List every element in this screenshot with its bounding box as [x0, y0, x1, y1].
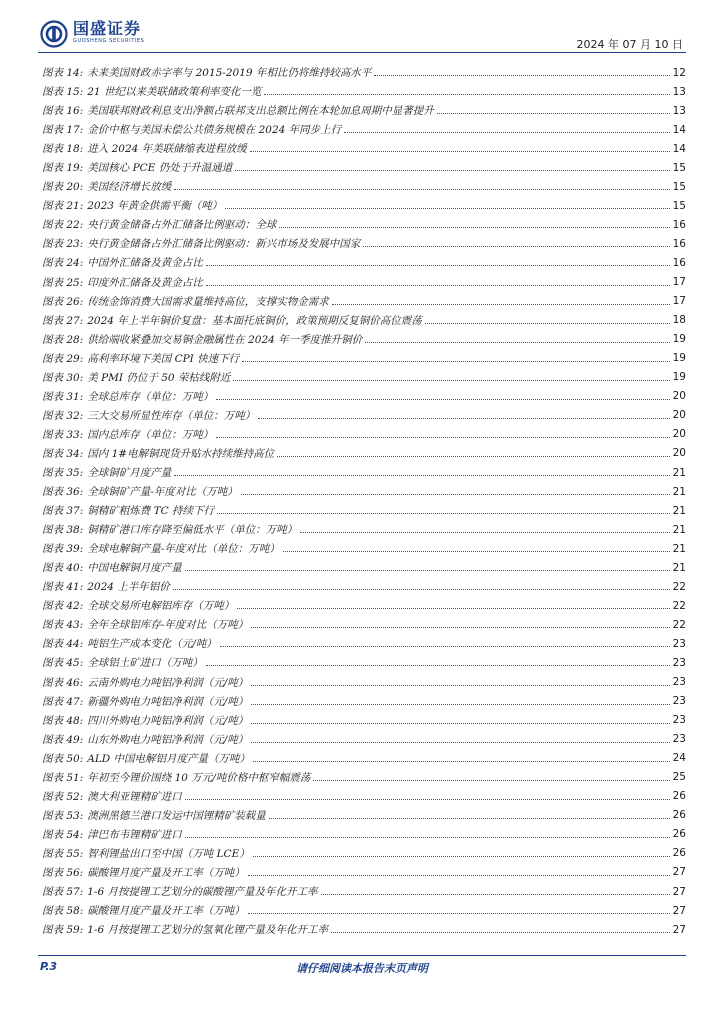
- dot-leader: [331, 932, 670, 933]
- toc-entry[interactable]: [42, 311, 686, 330]
- toc-entry-label: 图表 14:: [42, 67, 84, 80]
- header-divider: [38, 52, 686, 53]
- toc-entry-label: 图表 51:: [42, 771, 84, 784]
- toc-entry[interactable]: [42, 539, 686, 558]
- toc-entry-title: 央行黄金储备占外汇储备比例驱动：新兴市场及发展中国家: [87, 238, 361, 251]
- toc-entry-label: 图表 45:: [42, 657, 84, 670]
- toc-entry[interactable]: [42, 692, 686, 711]
- toc-entry-label: 图表 16:: [42, 105, 84, 118]
- dot-leader: [225, 208, 669, 209]
- toc-entry-title: 美 PMI 仍位于 50 荣枯线附近: [87, 371, 231, 384]
- toc-entry-title: 云南外购电力吨铝净利润（元/吨）: [87, 676, 249, 689]
- toc-entry-page: 15: [672, 180, 686, 193]
- dot-leader: [248, 875, 670, 876]
- toc-entry-title: 全球总库存（单位：万吨）: [87, 390, 214, 403]
- toc-entry-page: 13: [672, 104, 686, 117]
- toc-entry-page: 23: [672, 637, 686, 650]
- toc-entry-page: 21: [672, 504, 686, 517]
- toc-entry-page: 27: [672, 923, 686, 936]
- toc-entry-page: 24: [672, 752, 686, 765]
- toc-entry[interactable]: [42, 844, 686, 863]
- toc-entry[interactable]: [42, 139, 686, 158]
- dot-leader: [258, 418, 669, 419]
- toc-entry-title: 未来美国财政赤字率与 2015-2019 年相比仍将维持较高水平: [87, 67, 372, 80]
- toc-entry-page: 19: [672, 352, 686, 365]
- toc-entry[interactable]: [42, 787, 686, 806]
- toc-entry-title: 国内 1#电解铜现货升贴水持续维持高位: [87, 447, 275, 460]
- toc-entry[interactable]: [42, 730, 686, 749]
- toc-entry-label: 图表 15:: [42, 86, 84, 99]
- toc-entry-page: 16: [672, 218, 686, 231]
- toc-entry-label: 图表 52:: [42, 790, 84, 803]
- report-date: 2024 年 07 月 10 日: [576, 38, 683, 51]
- dot-leader: [277, 456, 670, 457]
- dot-leader: [332, 304, 670, 305]
- toc-entry-title: 传统金饰消费大国需求量维持高位，支撑实物金需求: [87, 295, 329, 308]
- toc-entry[interactable]: [42, 234, 686, 253]
- toc-entry[interactable]: [42, 920, 686, 939]
- toc-entry-label: 图表 19:: [42, 162, 84, 175]
- toc-entry-label: 图表 17:: [42, 124, 84, 137]
- toc-entry-page: 23: [672, 733, 686, 746]
- dot-leader: [365, 342, 669, 343]
- dot-leader: [220, 646, 670, 647]
- toc-entry-title: 美国联邦财政利息支出净额占联邦支出总额比例在本轮加息周期中显著提升: [87, 105, 434, 118]
- toc-entry[interactable]: [42, 273, 686, 292]
- toc-entry[interactable]: [42, 482, 686, 501]
- toc-entry-label: 图表 43:: [42, 619, 84, 632]
- toc-entry-label: 图表 28:: [42, 333, 84, 346]
- toc-entry[interactable]: [42, 520, 686, 539]
- toc-entry-page: 23: [672, 695, 686, 708]
- toc-entry-label: 图表 24:: [42, 257, 84, 270]
- toc-entry-page: 26: [672, 790, 686, 803]
- toc-entry[interactable]: [42, 825, 686, 844]
- dot-leader: [206, 265, 670, 266]
- toc-entry-label: 图表 35:: [42, 467, 84, 479]
- toc-entry-title: 2024 上半年铝价: [87, 581, 170, 594]
- toc-entry-title: 全球交易所电解铝库存（万吨）: [87, 600, 235, 613]
- toc-entry-title: 国内总库存（单位：万吨）: [87, 428, 214, 441]
- toc-entry-label: 图表 38:: [42, 524, 84, 537]
- toc-entry-label: 图表 32:: [42, 409, 84, 422]
- toc-entry-page: 23: [672, 676, 686, 689]
- toc-entry-page: 13: [672, 85, 686, 98]
- toc-entry-title: 智利锂盐出口至中国（万吨 LCE）: [87, 847, 250, 860]
- dot-leader: [206, 285, 670, 286]
- toc-entry-title: 金价中枢与美国未偿公共债务规模在 2024 年同步上行: [87, 124, 342, 137]
- toc-entry-label: 图表 53:: [42, 809, 84, 822]
- dot-leader: [241, 494, 670, 495]
- toc-entry-page: 14: [672, 142, 686, 155]
- toc-entry-title: 印度外汇储备及黄金占比: [87, 276, 203, 289]
- dot-leader: [363, 246, 669, 247]
- toc-entry-title: 全年全球铝库存-年度对比（万吨）: [87, 619, 249, 632]
- toc-entry-label: 图表 57:: [42, 886, 84, 899]
- toc-entry[interactable]: [42, 558, 686, 577]
- dot-leader: [300, 532, 669, 533]
- toc-entry-title: 全球铝土矿进口（万吨）: [87, 657, 203, 670]
- toc-entry-label: 图表 49:: [42, 733, 84, 746]
- dot-leader: [237, 608, 669, 609]
- toc-entry-label: 图表 33:: [42, 428, 84, 441]
- toc-entry[interactable]: [42, 368, 686, 387]
- toc-entry-title: 中国外汇储备及黄金占比: [87, 257, 203, 270]
- toc-entry-page: 26: [672, 809, 686, 822]
- toc-entry-title: 澳洲黑德兰港口发运中国锂精矿装载量: [87, 809, 266, 822]
- dot-leader: [216, 399, 669, 400]
- toc-entry-title: 高利率环境下美国 CPI 快速下行: [87, 352, 240, 365]
- toc-entry-label: 图表 39:: [42, 543, 84, 556]
- dot-leader: [174, 475, 669, 476]
- dot-leader: [374, 75, 669, 76]
- toc-entry-title: 铜精矿港口库存降至偏低水平（单位：万吨）: [87, 524, 298, 537]
- toc-entry[interactable]: [42, 349, 686, 368]
- toc-entry-title: 津巴布韦锂精矿进口: [87, 828, 182, 841]
- toc-entry-page: 21: [672, 542, 686, 555]
- toc-entry-page: 21: [672, 561, 686, 574]
- dot-leader: [425, 323, 670, 324]
- toc-entry-title: 1-6 月按提锂工艺划分的氢氧化锂产量及年化开工率: [87, 924, 328, 937]
- toc-entry-page: 20: [672, 409, 686, 422]
- toc-entry-label: 图表 20:: [42, 181, 84, 194]
- toc-entry-page: 16: [672, 237, 686, 250]
- dot-leader: [279, 227, 669, 228]
- toc-entry-label: 图表 42:: [42, 600, 84, 613]
- dot-leader: [185, 837, 670, 838]
- dot-leader: [251, 742, 669, 743]
- toc-entry-page: 16: [672, 256, 686, 269]
- toc-entry-title: 中国电解铜月度产量: [87, 562, 182, 575]
- toc-entry-label: 图表 29:: [42, 352, 84, 365]
- dot-leader: [217, 513, 670, 514]
- page-number: P.3: [40, 960, 58, 973]
- toc-entry-page: 12: [672, 66, 686, 79]
- toc-entry[interactable]: [42, 63, 686, 82]
- toc-entry[interactable]: [42, 901, 686, 920]
- toc-entry-title: ALD 中国电解铝月度产量（万吨）: [87, 752, 251, 765]
- toc-entry-label: 图表 59:: [42, 924, 84, 937]
- toc-entry-label: 图表 46:: [42, 676, 84, 689]
- dot-leader: [173, 589, 670, 590]
- toc-entry-label: 图表 44:: [42, 638, 84, 651]
- toc-entry[interactable]: [42, 749, 686, 768]
- toc-entry[interactable]: [42, 863, 686, 882]
- toc-entry-title: 澳大利亚锂精矿进口: [87, 790, 182, 803]
- toc-entry-label: 图表 54:: [42, 828, 84, 841]
- toc-entry-page: 22: [672, 599, 686, 612]
- dot-leader: [185, 799, 670, 800]
- toc-entry-title: 全球铜矿产量-年度对比（万吨）: [87, 486, 238, 499]
- toc-entry-title: 铜精矿粗炼费 TC 持续下行: [87, 505, 214, 518]
- toc-entry-page: 23: [672, 656, 686, 669]
- toc-entry-label: 图表 36:: [42, 486, 84, 499]
- toc-entry[interactable]: [42, 577, 686, 596]
- toc-entry-label: 图表 50:: [42, 752, 84, 765]
- dot-leader: [174, 189, 669, 190]
- toc-entry-title: 山东外购电力吨铝净利润（元/吨）: [87, 733, 249, 746]
- toc-entry-label: 图表 23:: [42, 238, 84, 251]
- toc-entry-label: 图表 22:: [42, 219, 84, 232]
- toc-entry-title: 全球电解铜产量-年度对比（单位：万吨）: [87, 543, 280, 556]
- dot-leader: [235, 170, 669, 171]
- toc-entry[interactable]: [42, 101, 686, 120]
- toc-entry[interactable]: [42, 596, 686, 615]
- toc-entry-page: 23: [672, 714, 686, 727]
- toc-entry-title: 1-6 月按提锂工艺划分的碳酸锂产量及年化开工率: [87, 886, 318, 899]
- toc-entry-title: 进入 2024 年美联储缩表进程放缓: [87, 143, 247, 156]
- toc-entry-title: 央行黄金储备占外汇储备比例驱动：全球: [87, 219, 277, 232]
- toc-entry-label: 图表 58:: [42, 905, 84, 918]
- toc-entry-title: 吨铝生产成本变化（元/吨）: [87, 638, 217, 651]
- dot-leader: [253, 761, 670, 762]
- toc-entry[interactable]: [42, 711, 686, 730]
- toc-entry-label: 图表 41:: [42, 581, 84, 594]
- toc-entry[interactable]: [42, 196, 686, 215]
- toc-entry-page: 20: [672, 447, 686, 460]
- dot-leader: [216, 437, 669, 438]
- toc-entry-page: 26: [672, 828, 686, 841]
- toc-entry-title: 全球铜矿月度产量: [87, 467, 172, 479]
- toc-entry-label: 图表 55:: [42, 847, 84, 860]
- toc-entry-page: 26: [672, 847, 686, 860]
- toc-entry-title: 美国经济增长放缓: [87, 181, 172, 194]
- toc-entry-label: 图表 37:: [42, 505, 84, 518]
- toc-entry-label: 图表 56:: [42, 866, 84, 879]
- logo-chinese-name: 国盛证券: [73, 19, 142, 38]
- page-header: [0, 0, 724, 52]
- toc-entry-label: 图表 18:: [42, 143, 84, 156]
- dot-leader: [248, 913, 670, 914]
- toc-entry[interactable]: [42, 444, 686, 463]
- toc-entry-page: 25: [672, 771, 686, 784]
- toc-entry[interactable]: [42, 768, 686, 787]
- dot-leader: [233, 380, 669, 381]
- toc-entry-page: 20: [672, 428, 686, 441]
- toc-entry-page: 27: [672, 904, 686, 917]
- dot-leader: [206, 665, 670, 666]
- toc-entry-label: 图表 31:: [42, 390, 84, 403]
- toc-entry-page: 21: [672, 466, 686, 479]
- toc-entry-label: 图表 48:: [42, 714, 84, 727]
- dot-leader: [264, 94, 669, 95]
- toc-entry-label: 图表 34:: [42, 447, 84, 460]
- toc-entry-title: 年初至今锂价围绕 10 万元/吨价格中枢窄幅震荡: [87, 771, 311, 784]
- toc-entry-title: 新疆外购电力吨铝净利润（元/吨）: [87, 695, 249, 708]
- toc-entry-page: 17: [672, 295, 686, 308]
- footer-divider: [38, 955, 686, 956]
- logo: [40, 20, 160, 50]
- toc-entry-label: 图表 40:: [42, 562, 84, 575]
- dot-leader: [251, 704, 669, 705]
- toc-entry-title: 碳酸锂月度产量及开工率（万吨）: [87, 866, 245, 879]
- toc-entry[interactable]: [42, 158, 686, 177]
- toc-entry-page: 19: [672, 371, 686, 384]
- dot-leader: [251, 685, 669, 686]
- disclaimer-note: 请仔细阅读本报告末页声明: [296, 962, 428, 975]
- toc-entry[interactable]: [42, 82, 686, 101]
- dot-leader: [437, 113, 670, 114]
- logo-english-name: GUOSHENG SECURITIES: [73, 38, 145, 44]
- dot-leader: [251, 627, 669, 628]
- dot-leader: [242, 361, 669, 362]
- toc-entry-page: 18: [672, 314, 686, 327]
- toc-entry-title: 2023 年黄金供需平衡（吨）: [87, 200, 223, 213]
- dot-leader: [185, 570, 670, 571]
- dot-leader: [313, 780, 669, 781]
- toc-entry[interactable]: [42, 882, 686, 901]
- dot-leader: [251, 723, 669, 724]
- toc-entry[interactable]: [42, 463, 686, 482]
- toc-entry-title: 2024 年上半年铜价复盘：基本面托底铜价，政策预期反复铜价高位震荡: [87, 314, 422, 327]
- toc-entry-label: 图表 47:: [42, 695, 84, 708]
- guosheng-logo-icon: [40, 20, 68, 48]
- toc-entry[interactable]: [42, 120, 686, 139]
- toc-entry-label: 图表 25:: [42, 276, 84, 289]
- toc-entry-page: 22: [672, 618, 686, 631]
- toc-entry-page: 15: [672, 161, 686, 174]
- toc-entry-page: 22: [672, 580, 686, 593]
- table-of-figures: [42, 63, 686, 939]
- toc-entry[interactable]: [42, 501, 686, 520]
- toc-entry-title: 美国核心 PCE 仍处于升温通道: [87, 162, 233, 175]
- toc-entry[interactable]: [42, 673, 686, 692]
- dot-leader: [269, 818, 670, 819]
- toc-entry[interactable]: [42, 253, 686, 272]
- toc-entry[interactable]: [42, 634, 686, 653]
- toc-entry-title: 三大交易所显性库存（单位：万吨）: [87, 409, 256, 422]
- toc-entry[interactable]: [42, 425, 686, 444]
- toc-entry-label: 图表 27:: [42, 314, 84, 327]
- toc-entry-title: 四川外购电力吨铝净利润（元/吨）: [87, 714, 249, 727]
- toc-entry[interactable]: [42, 177, 686, 196]
- toc-entry-title: 供给端收紧叠加交易铜金融属性在 2024 年一季度推升铜价: [87, 333, 363, 346]
- toc-entry[interactable]: [42, 615, 686, 634]
- toc-entry-page: 21: [672, 523, 686, 536]
- toc-entry[interactable]: [42, 806, 686, 825]
- toc-entry[interactable]: [42, 330, 686, 349]
- toc-entry-page: 15: [672, 199, 686, 212]
- toc-entry-page: 20: [672, 390, 686, 403]
- toc-entry[interactable]: [42, 406, 686, 425]
- toc-entry[interactable]: [42, 387, 686, 406]
- toc-entry-title: 碳酸锂月度产量及开工率（万吨）: [87, 905, 245, 918]
- dot-leader: [283, 551, 670, 552]
- toc-entry-page: 21: [672, 485, 686, 498]
- toc-entry[interactable]: [42, 292, 686, 311]
- toc-entry-page: 19: [672, 333, 686, 346]
- toc-entry-label: 图表 26:: [42, 295, 84, 308]
- dot-leader: [321, 894, 670, 895]
- toc-entry-label: 图表 21:: [42, 200, 84, 213]
- toc-entry[interactable]: [42, 215, 686, 234]
- toc-entry-page: 14: [672, 123, 686, 136]
- toc-entry-page: 27: [672, 885, 686, 898]
- toc-entry-page: 27: [672, 866, 686, 879]
- toc-entry-label: 图表 30:: [42, 371, 84, 384]
- toc-entry[interactable]: [42, 653, 686, 672]
- dot-leader: [253, 856, 670, 857]
- toc-entry-page: 17: [672, 276, 686, 289]
- toc-entry-title: 21 世纪以来美联储政策利率变化一览: [87, 86, 262, 99]
- dot-leader: [250, 151, 670, 152]
- dot-leader: [344, 132, 669, 133]
